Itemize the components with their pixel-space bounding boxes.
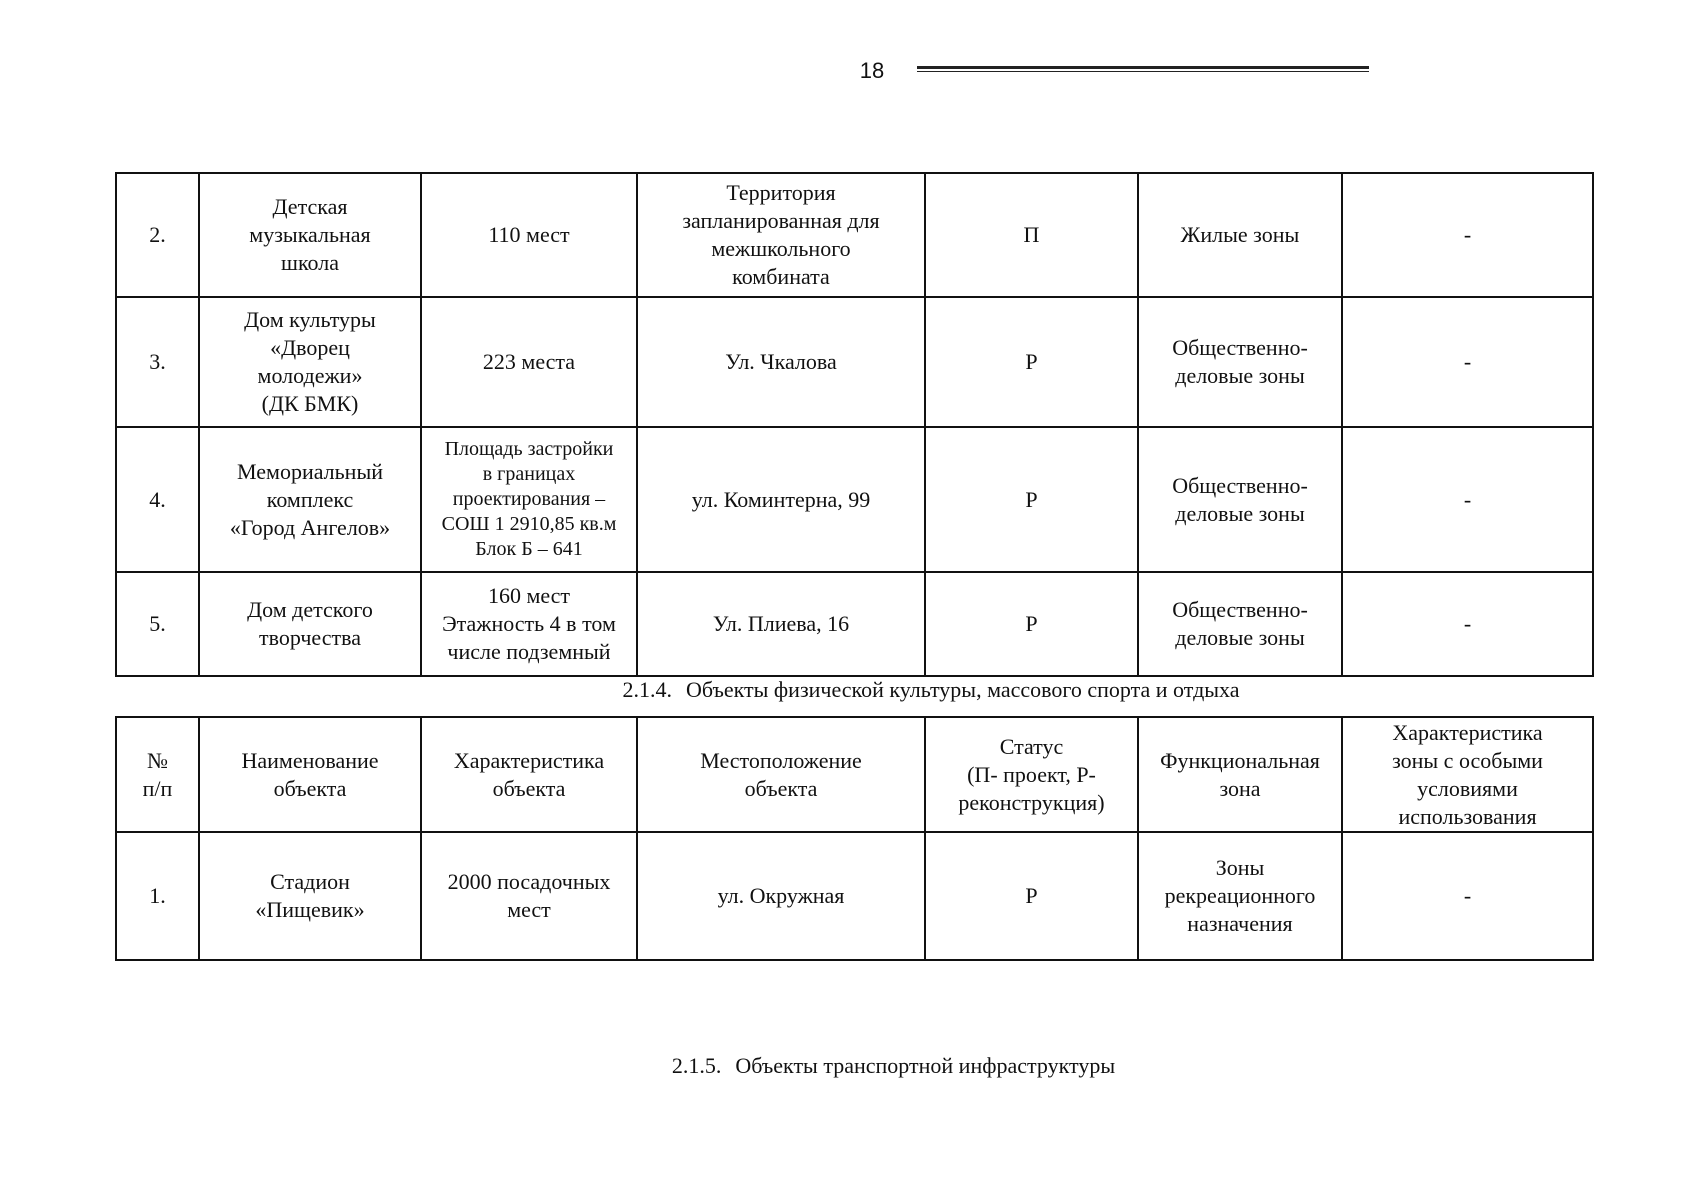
section-heading-2-1-4 bbox=[0, 676, 1697, 704]
section-title: Объекты транспортной инфраструктуры bbox=[735, 1053, 1116, 1078]
object-name: Детская музыкальная школа bbox=[199, 173, 421, 297]
header-number: № п/п bbox=[116, 717, 199, 832]
row-number: 4. bbox=[116, 427, 199, 572]
header-name: Наименование объекта bbox=[199, 717, 421, 832]
object-status: Р bbox=[925, 572, 1138, 676]
header-rule bbox=[917, 66, 1369, 72]
header-special-zone: Характеристика зоны с особыми условиями использования bbox=[1342, 717, 1593, 832]
object-status: Р bbox=[925, 427, 1138, 572]
header-location: Местоположение объекта bbox=[637, 717, 925, 832]
table-row bbox=[116, 173, 1593, 297]
special-zone: - bbox=[1342, 427, 1593, 572]
row-number: 1. bbox=[116, 832, 199, 960]
row-number: 2. bbox=[116, 173, 199, 297]
object-status: Р bbox=[925, 297, 1138, 427]
object-location: ул. Коминтерна, 99 bbox=[637, 427, 925, 572]
special-zone: - bbox=[1342, 572, 1593, 676]
object-name: Мемориальный комплекс «Город Ангелов» bbox=[199, 427, 421, 572]
object-name: Дом детского творчества bbox=[199, 572, 421, 676]
section-heading-2-1-5 bbox=[0, 1052, 1697, 1080]
object-location: Территория запланированная для межшкольного комбината bbox=[637, 173, 925, 297]
functional-zone: Общественно- деловые зоны bbox=[1138, 572, 1342, 676]
object-name: Стадион «Пищевик» bbox=[199, 832, 421, 960]
header-characteristic: Характеристика объекта bbox=[421, 717, 637, 832]
sports-table-header bbox=[116, 717, 1593, 832]
header-row bbox=[116, 717, 1593, 832]
cultural-objects-table bbox=[115, 172, 1594, 677]
special-zone: - bbox=[1342, 832, 1593, 960]
section-number: 2.1.5. bbox=[671, 1053, 722, 1078]
object-status: П bbox=[925, 173, 1138, 297]
table-row bbox=[116, 427, 1593, 572]
sports-objects-rows bbox=[116, 832, 1593, 960]
functional-zone: Зоны рекреационного назначения bbox=[1138, 832, 1342, 960]
row-number: 3. bbox=[116, 297, 199, 427]
object-characteristic: 110 мест bbox=[421, 173, 637, 297]
special-zone: - bbox=[1342, 297, 1593, 427]
row-number: 5. bbox=[116, 572, 199, 676]
section-title: Объекты физической культуры, массового спорта и отдыха bbox=[685, 677, 1240, 702]
object-characteristic: 2000 посадочных мест bbox=[421, 832, 637, 960]
cultural-objects-rows bbox=[116, 173, 1593, 676]
header-status: Статус (П- проект, Р- реконструкция) bbox=[925, 717, 1138, 832]
sports-objects-table bbox=[115, 716, 1594, 961]
special-zone: - bbox=[1342, 173, 1593, 297]
object-status: Р bbox=[925, 832, 1138, 960]
table-row bbox=[116, 297, 1593, 427]
object-location: Ул. Чкалова bbox=[637, 297, 925, 427]
table-row bbox=[116, 572, 1593, 676]
object-location: Ул. Плиева, 16 bbox=[637, 572, 925, 676]
object-characteristic: 160 мест Этажность 4 в том числе подземный bbox=[421, 572, 637, 676]
object-characteristic: 223 места bbox=[421, 297, 637, 427]
page-number: 18 bbox=[859, 58, 885, 83]
table-row bbox=[116, 832, 1593, 960]
object-characteristic: Площадь застройки в границах проектирования – СОШ 1 2910,85 кв.м Блок Б – 641 bbox=[421, 427, 637, 572]
object-location: ул. Окружная bbox=[637, 832, 925, 960]
header-functional-zone: Функциональная зона bbox=[1138, 717, 1342, 832]
section-number: 2.1.4. bbox=[622, 677, 672, 702]
object-name: Дом культуры «Дворец молодежи» (ДК БМК) bbox=[199, 297, 421, 427]
functional-zone: Жилые зоны bbox=[1138, 173, 1342, 297]
functional-zone: Общественно- деловые зоны bbox=[1138, 427, 1342, 572]
functional-zone: Общественно- деловые зоны bbox=[1138, 297, 1342, 427]
